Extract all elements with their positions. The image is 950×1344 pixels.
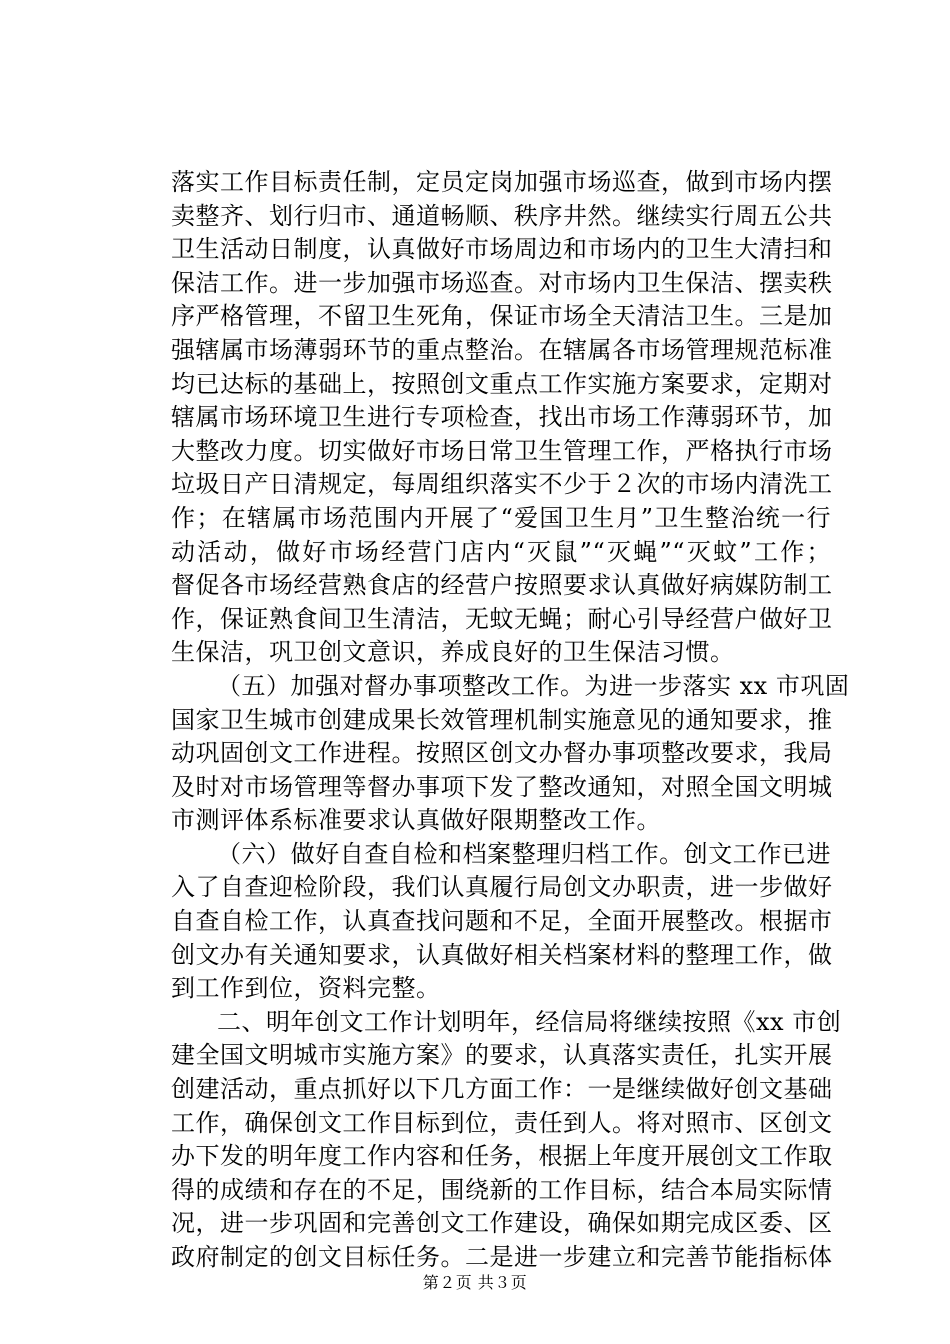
paragraph-4-line: 政府制定的创文目标任务。二是进一步建立和完善节能指标体 [171,1243,833,1271]
paragraph-3-line: 自查自检工作，认真查找问题和不足，全面开展整改。根据市 [171,907,833,936]
paragraph-4-line: 二、明年创文工作计划明年，经信局将继续按照《xx 市创 [217,1007,842,1036]
paragraph-4-line: 况，进一步巩固和完善创文工作建设，确保如期完成区委、区 [171,1209,833,1238]
paragraph-2-line: （五）加强对督办事项整改工作。为进一步落实 xx 市巩固 [217,671,850,700]
paragraph-2-line: 市测评体系标准要求认真做好限期整改工作。 [171,806,661,835]
paragraph-1-line: 均已达标的基础上，按照创文重点工作实施方案要求，定期对 [171,369,833,398]
paragraph-4-line: 建全国文明城市实施方案》的要求，认真落实责任，扎实开展 [171,1041,833,1070]
paragraph-3-line: （六）做好自查自检和档案整理归档工作。创文工作已进 [217,839,831,868]
paragraph-4-line: 创建活动，重点抓好以下几方面工作：一是继续做好创文基础 [171,1075,833,1104]
paragraph-3-line: 创文办有关通知要求，认真做好相关档案材料的整理工作，做 [171,940,833,969]
paragraph-1-line: 大整改力度。切实做好市场日常卫生管理工作，严格执行市场 [171,436,833,465]
paragraph-1-line: 督促各市场经营熟食店的经营户按照要求认真做好病媒防制工 [171,571,833,600]
paragraph-1-line: 辖属市场环境卫生进行专项检查，找出市场工作薄弱环节，加 [171,403,833,432]
paragraph-1-line: 作；在辖属市场范围内开展了“爱国卫生月”卫生整治统一行 [171,503,831,532]
paragraph-1-line: 卫生活动日制度，认真做好市场周边和市场内的卫生大清扫和 [171,235,833,264]
paragraph-4-line: 工作，确保创文工作目标到位，责任到人。将对照市、区创文 [171,1108,833,1137]
paragraph-3-line: 入了自查迎检阶段，我们认真履行局创文办职责，进一步做好 [171,873,833,902]
paragraph-1-line: 动活动，做好市场经营门店内“灭鼠”“灭蝇”“灭蚊”工作； [171,537,831,566]
paragraph-3-line: 到工作到位，资料完整。 [171,974,441,1003]
paragraph-2-line: 及时对市场管理等督办事项下发了整改通知，对照全国文明城 [171,772,833,801]
paragraph-1-line: 垃圾日产日清规定，每周组织落实不少于２次的市场内清洗工 [171,470,833,499]
paragraph-1-line: 序严格管理，不留卫生死角，保证市场全天清洁卫生。三是加 [171,302,833,331]
paragraph-2-line: 动巩固创文工作进程。按照区创文办督办事项整改要求，我局 [171,739,833,768]
body-text [171,166,850,1275]
paragraph-1-line: 作，保证熟食间卫生清洁，无蚊无蝇；耐心引导经营户做好卫 [171,604,833,633]
page-footer: 第２页 共３页 [422,1273,528,1292]
paragraph-2-line: 国家卫生城市创建成果长效管理机制实施意见的通知要求，推 [171,705,833,734]
paragraph-1-line: 强辖属市场薄弱环节的重点整治。在辖属各市场管理规范标准 [171,335,833,364]
paragraph-1-line: 保洁工作。进一步加强市场巡查。对市场内卫生保洁、摆卖秩 [171,268,833,297]
paragraph-4-line: 办下发的明年度工作内容和任务，根据上年度开展创文工作取 [171,1142,833,1171]
paragraph-1-line: 卖整齐、划行归市、通道畅顺、秩序井然。继续实行周五公共 [171,201,833,230]
paragraph-4-line: 得的成绩和存在的不足，围绕新的工作目标，结合本局实际情 [171,1175,833,1204]
paragraph-1-line: 生保洁，巩卫创文意识，养成良好的卫生保洁习惯。 [171,638,735,667]
paragraph-1-line: 落实工作目标责任制，定员定岗加强市场巡查，做到市场内摆 [171,168,833,196]
